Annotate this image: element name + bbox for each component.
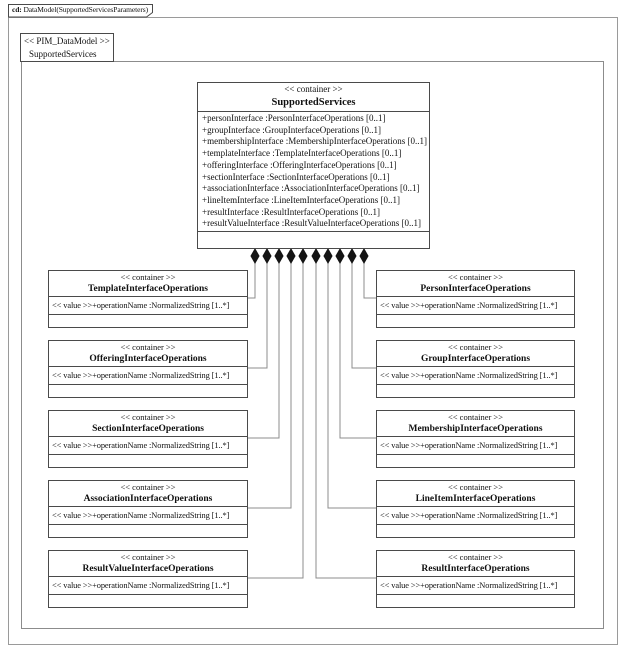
class-name: ResultValueInterfaceOperations (82, 564, 214, 574)
operations-compartment-empty (49, 315, 247, 327)
class-associationinterfaceoperations (48, 480, 248, 538)
attribute: << value >>+operationName :NormalizedString [1..*] (380, 301, 558, 310)
class-stereotype: << container >> (447, 412, 504, 422)
attribute: << value >>+operationName :NormalizedString [1..*] (380, 441, 558, 450)
class-templateinterfaceoperations (48, 270, 248, 328)
class-stereotype: << container >> (120, 272, 176, 282)
class-stereotype: << container >> (447, 272, 504, 282)
class-resultinterfaceoperations (376, 550, 575, 608)
class-name: TemplateInterfaceOperations (88, 284, 208, 294)
class-name: ResultInterfaceOperations (421, 564, 530, 574)
class-stereotype: << container >> (447, 342, 504, 352)
attribute-compartment (49, 436, 247, 455)
attribute-compartment (49, 296, 247, 315)
class-name: PersonInterfaceOperations (420, 284, 531, 294)
attribute: +resultValueInterface :ResultValueInterfaceOperations [0..1] (202, 218, 421, 229)
operations-compartment-empty (49, 525, 247, 537)
attribute: +personInterface :PersonInterfaceOperations [0..1] (202, 113, 386, 123)
attribute: << value >>+operationName :NormalizedString [1..*] (52, 581, 230, 590)
attribute-compartment (377, 506, 574, 525)
frame-stereotype: << PIM_DataModel >> (24, 36, 110, 46)
class-name: OfferingInterfaceOperations (89, 354, 207, 364)
attribute: +templateInterface :TemplateInterfaceOperations [0..1] (202, 148, 402, 159)
class-personinterfaceoperations (376, 270, 575, 328)
class-lineiteminterfaceoperations (376, 480, 575, 538)
attribute: +lineItemInterface :LineItemInterfaceOperations [0..1] (202, 194, 400, 205)
class-stereotype: << container >> (120, 482, 176, 492)
attribute: +offeringInterface :OfferingInterfaceOperations [0..1] (202, 159, 397, 170)
attribute: << value >>+operationName :NormalizedString [1..*] (380, 371, 558, 380)
class-name: LineItemInterfaceOperations (415, 494, 536, 504)
class-name: GroupInterfaceOperations (420, 354, 531, 364)
pim-datamodel-frame-label (20, 33, 114, 62)
class-name: SupportedServices (271, 97, 356, 108)
attribute-compartment (377, 576, 574, 595)
attribute: << value >>+operationName :NormalizedString [1..*] (52, 511, 230, 520)
attribute-compartment (49, 576, 247, 595)
attribute-compartment (377, 296, 574, 315)
operations-compartment-empty (49, 595, 247, 607)
attribute: << value >>+operationName :NormalizedString [1..*] (52, 441, 230, 450)
attribute: << value >>+operationName :NormalizedString [1..*] (380, 511, 558, 520)
diagram-kind-label: cd: (12, 5, 22, 14)
attribute: +membershipInterface :MembershipInterfaceOperations [0..1] (202, 136, 427, 147)
attribute: << value >>+operationName :NormalizedString [1..*] (52, 301, 230, 310)
attribute-compartment (198, 111, 429, 232)
operations-compartment-empty (377, 385, 574, 397)
operations-compartment-empty (49, 385, 247, 397)
class-sectioninterfaceoperations (48, 410, 248, 468)
class-name: AssociationInterfaceOperations (83, 494, 213, 504)
attribute-compartment (377, 366, 574, 385)
operations-compartment-empty (198, 232, 429, 248)
class-stereotype: << container >> (284, 84, 343, 94)
attribute: +resultInterface :ResultInterfaceOperations [0..1] (202, 206, 380, 217)
attribute-compartment (377, 436, 574, 455)
attribute-compartment (49, 506, 247, 525)
class-stereotype: << container >> (120, 342, 176, 352)
class-stereotype: << container >> (120, 552, 176, 562)
class-name: SectionInterfaceOperations (92, 424, 204, 434)
attribute-compartment (49, 366, 247, 385)
operations-compartment-empty (377, 455, 574, 467)
attribute: +sectionInterface :SectionInterfaceOperations [0..1] (202, 171, 390, 182)
operations-compartment-empty (377, 315, 574, 327)
diagram-frame-tab (8, 4, 154, 18)
attribute: +groupInterface :GroupInterfaceOperations [0..1] (202, 124, 381, 135)
class-membershipinterfaceoperations (376, 410, 575, 468)
attribute: << value >>+operationName :NormalizedString [1..*] (52, 371, 230, 380)
class-offeringinterfaceoperations (48, 340, 248, 398)
class-supportedservices (197, 82, 430, 249)
diagram-title (12, 5, 148, 14)
class-name: MembershipInterfaceOperations (408, 424, 543, 434)
class-groupinterfaceoperations (376, 340, 575, 398)
attribute: << value >>+operationName :NormalizedString [1..*] (380, 581, 558, 590)
operations-compartment-empty (377, 525, 574, 537)
class-stereotype: << container >> (447, 482, 504, 492)
operations-compartment-empty (377, 595, 574, 607)
diagram-name-label: DataModel(SupportedServicesParameters) (21, 5, 148, 14)
frame-name: SupportedServices (29, 49, 97, 59)
class-resultvalueinterfaceoperations (48, 550, 248, 608)
class-stereotype: << container >> (447, 552, 504, 562)
operations-compartment-empty (49, 455, 247, 467)
attribute: +associationInterface :AssociationInterfaceOperations [0..1] (202, 183, 420, 194)
class-stereotype: << container >> (120, 412, 176, 422)
